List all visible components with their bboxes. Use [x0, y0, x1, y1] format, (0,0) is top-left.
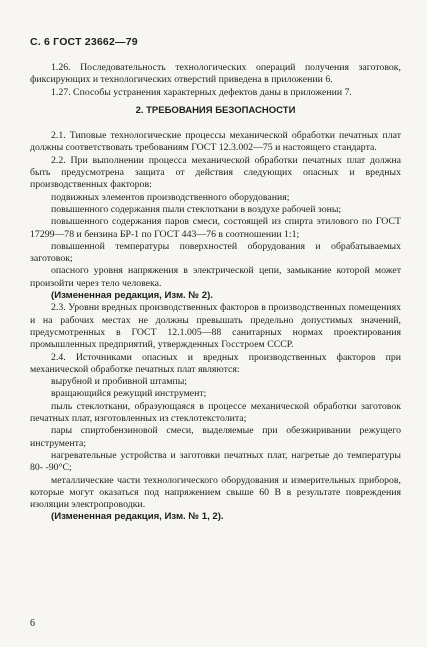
list-item: повышенного содержания пыли стеклоткани в воздухе рабочей зоны;: [51, 203, 342, 215]
list-item: металлические части технологического оборудования и измерительных приборов, которые могут оказаться под напряжением свыше 60 В в результате повреждения изоляции электропроводки.: [30, 474, 401, 511]
paragraph-2-3: 2.3. Уровни вредных производственных факторов в производственных помещениях и на рабочих местах не должны превышать предельно допустимых значений, предусмотренных в ГОСТ 12.1.005—88 санитарных нормах проектирования промышленных предприятий, утвержденных Госстроем СССР.: [30, 302, 401, 351]
paragraph-2-1: 2.1. Типовые технологические процессы механической обработки печатных плат должны соответствовать требованиям ГОСТ 12.3.002—75 и настоящего стандарта.: [30, 130, 401, 154]
paragraph-2-2: 2.2. При выполнении процесса механической обработки печатных плат должна быть предусмотрена защита от действия следующих опасных и вредных производственных факторов:: [30, 154, 401, 191]
amendment-note: (Измененная редакция, Изм. № 2).: [51, 290, 213, 302]
list-item: повышенного содержания паров смеси, состоящей из спирта этилового по ГОСТ 17299—78 и бензина БР-1 по ГОСТ 443—76 в соотношении 1:1;: [30, 216, 401, 240]
paragraph-2-4: 2.4. Источниками опасных и вредных производственных факторов при механической обработке печатных плат являются:: [30, 351, 401, 375]
page-number: 6: [30, 618, 35, 629]
list-item: нагревательные устройства и заготовки печатных плат, нагретые до температуры 80- -90°С;: [30, 449, 401, 474]
page-content: [30, 62, 401, 524]
list-item: вырубной и пробивной штампы;: [51, 376, 188, 388]
list-item: опасного уровня напряжения в электрической цепи, замыкание которой может произойти через тело человека.: [30, 265, 401, 289]
paragraph-1-27: 1.27. Способы устранения характерных дефектов даны в приложении 7.: [51, 86, 352, 98]
paragraph-1-26: 1.26. Последовательность технологических операций получения заготовок, фиксирующих и технологических отверстий приведена в приложении 6.: [30, 62, 401, 86]
page-header: С. 6 ГОСТ 23662—79: [30, 36, 138, 48]
list-item: пары спиртобензиновой смеси, выделяемые при обезжиривании режущего инструмента;: [30, 425, 401, 449]
list-item: пыль стеклоткани, образующаяся в процессе механической обработки заготовок печатных плат, изготовленных из стеклотекстолита;: [30, 400, 401, 425]
list-item: подвижных элементов производственного оборудования;: [51, 191, 290, 203]
section-title: 2. ТРЕБОВАНИЯ БЕЗОПАСНОСТИ: [135, 104, 296, 116]
list-item: повышенной температуры поверхностей оборудования и обрабатываемых заготовок;: [30, 240, 401, 265]
amendment-note: (Измененная редакция, Изм. № 1, 2).: [51, 511, 224, 523]
list-item: вращающийся режущий инструмент;: [51, 388, 207, 400]
